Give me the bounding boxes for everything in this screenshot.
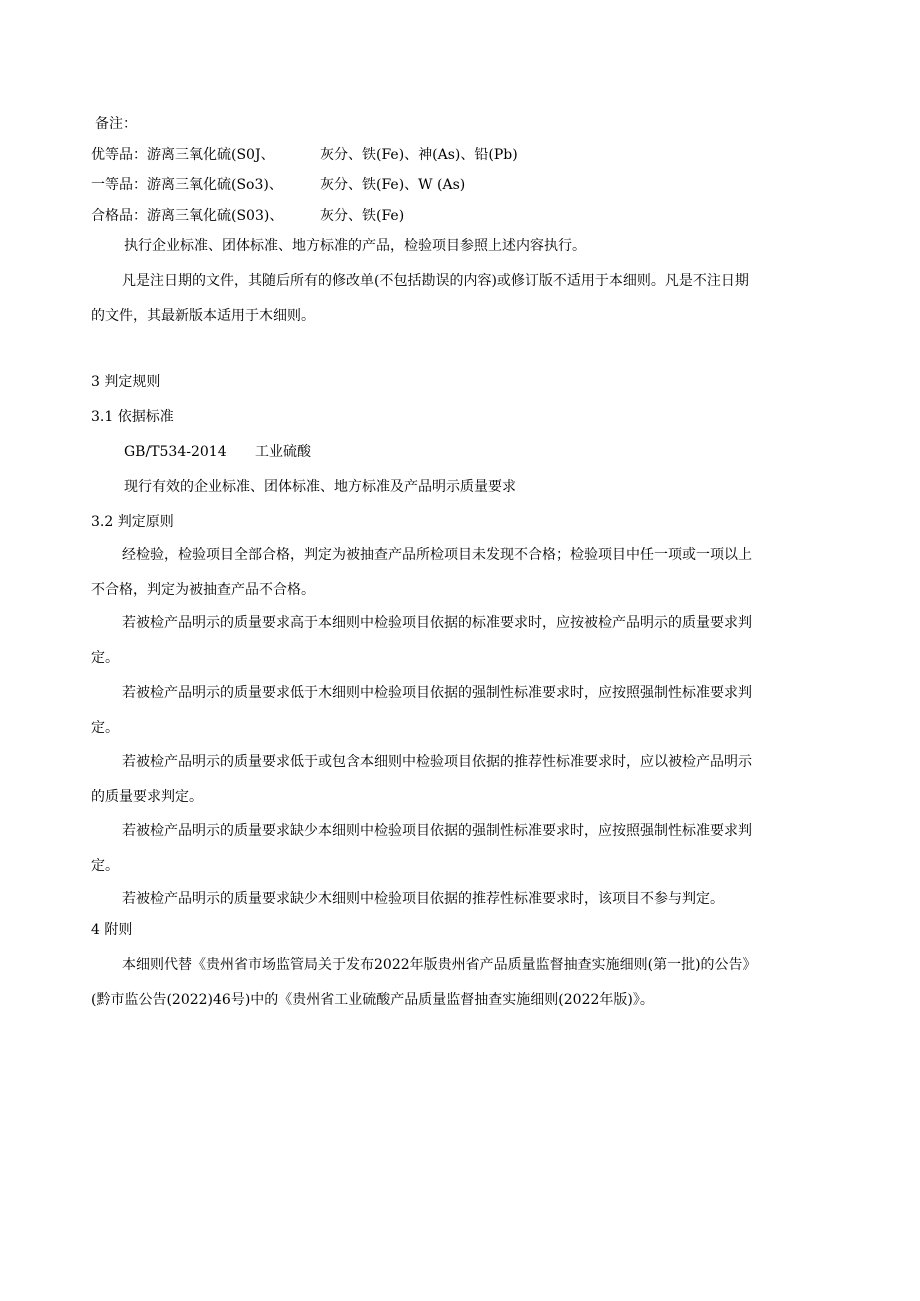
paragraph-line: 不合格，判定为被抽查产品不合格。 (91, 582, 315, 598)
paragraph-line: 若被检产品明示的质量要求缺少本细则中检验项目依据的强制性标准要求时，应按照强制性标准要求判 (122, 823, 752, 839)
paragraph-line: 定。 (91, 858, 119, 874)
section-3-heading: 3 判定规则 (91, 374, 161, 390)
paragraph-line: 定。 (91, 720, 119, 736)
paragraph-line: 的质量要求判定。 (91, 789, 203, 805)
judgement-paragraph-6 (91, 882, 823, 917)
paragraph-line: 定。 (91, 650, 119, 666)
note-items: 灰分、铁(Fe) (320, 208, 405, 224)
paragraph-line: 的文件，其最新版本适用于木细则。 (91, 308, 315, 324)
note-grade: 合格品：游离三氧化硫(S03)、 (91, 208, 284, 224)
note-grade: 一等品：游离三氧化硫(So3)、 (91, 177, 283, 193)
note-items: 灰分、铁(Fe)、W (As) (320, 177, 466, 193)
dated-reference-paragraph (91, 264, 823, 334)
paragraph-line: 若被检产品明示的质量要求低于木细则中检验项目依据的强制性标准要求时，应按照强制性标准要求判 (122, 685, 752, 701)
judgement-paragraph-5 (91, 814, 823, 884)
standard-code: GB/T534-2014 (124, 444, 227, 460)
paragraph-line: 若被检产品明示的质量要求低于或包含本细则中检验项目依据的推荐性标准要求时，应以被检产品明示 (122, 754, 752, 770)
note-title: 备注： (95, 116, 137, 132)
note-items: 灰分、铁(Fe)、神(As)、铅(Pb) (320, 147, 518, 163)
section-3-1-heading: 3.1 依据标准 (91, 409, 174, 425)
section-4-heading: 4 附则 (91, 922, 133, 938)
paragraph-line: 若被检产品明示的质量要求缺少木细则中检验项目依据的推荐性标准要求时，该项目不参与判定。 (122, 891, 724, 907)
standard-other: 现行有效的企业标准、团体标准、地方标准及产品明示质量要求 (124, 479, 516, 495)
note-paragraph: 执行企业标准、团体标准、地方标准的产品，检验项目参照上述内容执行。 (124, 238, 586, 254)
paragraph-line: 经检验，检验项目全部合格，判定为被抽查产品所检项目未发现不合格；检验项目中任一项或一项以上 (122, 547, 752, 563)
paragraph-line: (黔市监公告(2022)46号)中的《贵州省工业硫酸产品质量监督抽查实施细则(2022年版)》。 (91, 992, 654, 1008)
supplementary-paragraph (91, 948, 823, 1018)
paragraph-line: 若被检产品明示的质量要求高于本细则中检验项目依据的标准要求时，应按被检产品明示的质量要求判 (122, 615, 752, 631)
judgement-paragraph-2 (91, 606, 823, 676)
judgement-paragraph-3 (91, 676, 823, 746)
judgement-paragraph-1 (91, 538, 823, 608)
judgement-paragraph-4 (91, 745, 823, 815)
note-grade: 优等品：游离三氧化硫(S0J、 (91, 147, 275, 163)
standard-name: 工业硫酸 (255, 444, 311, 460)
section-3-2-heading: 3.2 判定原则 (91, 514, 174, 530)
paragraph-line: 凡是注日期的文件，其随后所有的修改单(不包括勘误的内容)或修订版不适用于本细则。凡是不注日期 (122, 273, 749, 289)
paragraph-line: 本细则代替《贵州省市场监管局关于发布2022年版贵州省产品质量监督抽查实施细则(第一批)的公告》 (122, 957, 757, 973)
